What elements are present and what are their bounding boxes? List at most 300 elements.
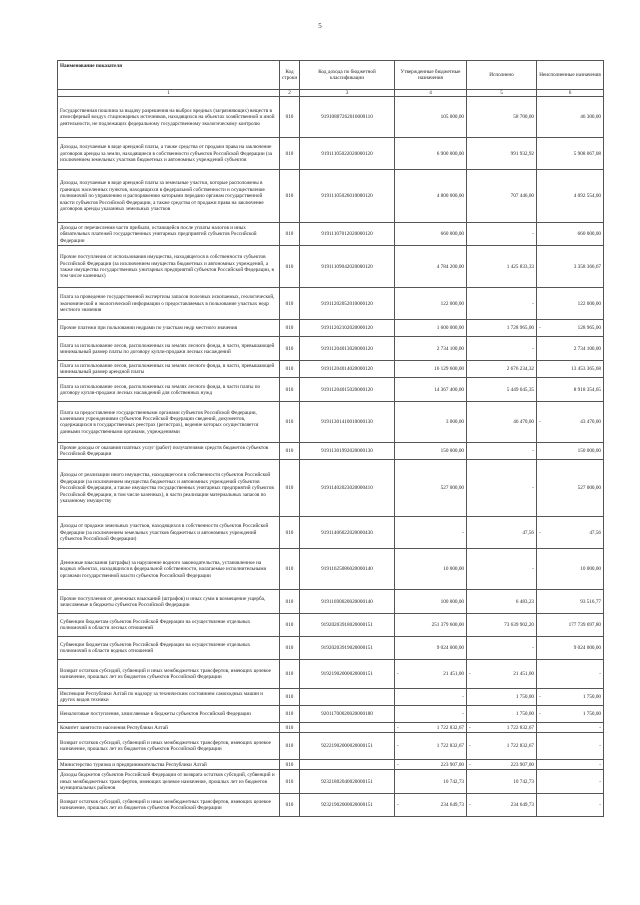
negative-sign: - — [397, 802, 399, 809]
row-name — [58, 770, 280, 794]
row-code-text: 010 — [285, 778, 294, 785]
row-classification — [300, 320, 395, 337]
row-classification — [300, 770, 395, 794]
row-code-text: 010 — [285, 802, 294, 809]
row-code — [280, 590, 300, 614]
row-classification-text: 91911109042020000120 — [321, 263, 373, 270]
row-code — [280, 770, 300, 794]
row-executed-text: 6 483,23 — [515, 598, 534, 605]
row-executed-text: 47,56 — [522, 529, 534, 536]
row-remaining — [537, 660, 604, 689]
row-name-text: Возврат остатков субсидий, субвенций и иных межбюджетных трансфертов, имеющих целевое назначение, прошлых лет из бюджетов субъектов Российской Федерации — [60, 668, 271, 681]
row-remaining — [537, 443, 604, 460]
row-name — [58, 288, 280, 320]
row-code-text: 010 — [285, 645, 294, 652]
row-classification-text: 91911202052010000120 — [321, 300, 373, 307]
row-classification-text: 91911301992020000130 — [321, 448, 373, 455]
negative-sign: - — [539, 694, 541, 701]
row-remaining — [537, 590, 604, 614]
row-approved-text: 21 451,00 — [443, 671, 464, 678]
row-name-text: Прочие поступления от денежных взысканий (штрафов) и иных сумм в возмещение ущерба, зачисляемые в бюджеты субъектов Российской Федерации — [60, 595, 266, 608]
table-body — [58, 97, 604, 817]
row-name-text: Прочие платежи при пользовании недрами по участкам недр местного значения — [60, 325, 237, 332]
row-name — [58, 706, 280, 723]
row-remaining-text: - — [599, 671, 601, 678]
row-approved — [395, 170, 467, 223]
row-executed-text: 46 470,00 — [513, 419, 534, 426]
row-classification-text: 91911406022020000430 — [321, 529, 373, 536]
row-executed — [467, 246, 537, 288]
row-name-text: Инспекция Республики Алтай по надзору за техническим состоянием самоходных машин и других видов техники — [60, 691, 264, 704]
row-name — [58, 723, 280, 733]
negative-sign: - — [469, 802, 471, 809]
row-remaining-text: 2 734 100,00 — [573, 345, 601, 352]
row-name-text: Доходы от продажи земельных участков, находящихся в собственности субъектов Российской Федерации (за исключением земельных участков бюджетных и автономных учреждений субъектов Российской Федерации) — [60, 523, 269, 543]
table-row — [58, 637, 604, 660]
row-remaining-text: - — [599, 743, 601, 750]
row-executed — [467, 733, 537, 760]
row-approved — [395, 320, 467, 337]
table-row — [58, 770, 604, 794]
row-remaining — [537, 361, 604, 378]
negative-sign: - — [469, 724, 471, 731]
row-remaining — [537, 549, 604, 590]
row-executed-text: - — [532, 645, 534, 652]
row-executed — [467, 590, 537, 614]
row-classification — [300, 706, 395, 723]
row-classification — [300, 402, 395, 443]
row-name-text: Плата за предоставление государственными органами субъектов Российской Федерации, казенными учреждениями субъектов Российской Федерации сведений, документов, содержащихся в государственных реестрах (регистрах), ведение которых осуществляется данными государственными органами, учреждениями — [60, 409, 259, 435]
row-name-text: Доходы от перечисления части прибыли, остающейся после уплаты налогов и иных обязательных платежей государственных унитарных предприятий субъектов Российской Федерации — [60, 224, 257, 244]
row-remaining-text: 5 908 067,08 — [573, 150, 601, 157]
row-approved — [395, 517, 467, 549]
row-approved — [395, 337, 467, 361]
row-name — [58, 138, 280, 170]
row-executed — [467, 770, 537, 794]
header-executed: Исполнено — [467, 61, 537, 90]
row-remaining-text: 46 300,00 — [580, 114, 601, 121]
row-name — [58, 402, 280, 443]
row-classification-text: 91911105022020000120 — [321, 150, 373, 157]
row-executed — [467, 460, 537, 517]
negative-sign: - — [469, 761, 471, 768]
row-classification — [300, 460, 395, 517]
table-row — [58, 223, 604, 246]
row-approved-text: 1 600 000,00 — [436, 325, 464, 332]
row-executed-text: - — [532, 300, 534, 307]
row-executed — [467, 637, 537, 660]
negative-sign: - — [469, 743, 471, 750]
row-approved-text: 10 000,00 — [443, 566, 464, 573]
row-remaining — [537, 794, 604, 817]
row-approved — [395, 223, 467, 246]
negative-sign: - — [397, 761, 399, 768]
row-approved — [395, 760, 467, 770]
row-code-text: 010 — [285, 231, 294, 238]
row-code-text: 010 — [285, 263, 294, 270]
row-name-text: Доходы, получаемые в виде арендной платы, а также средства от продажи права на заключение договоров аренды за земли, находящиеся в собственности субъектов Российской Федерации (за исключением земельных участков бюджетных и автономных учреждений субъектов — [60, 144, 273, 164]
row-code — [280, 320, 300, 337]
row-classification-text: 91920203919020000151 — [321, 645, 373, 652]
row-code — [280, 443, 300, 460]
row-remaining-text: 13 453 365,68 — [571, 366, 601, 373]
row-remaining-text: 150 000,00 — [577, 448, 601, 455]
row-name — [58, 689, 280, 706]
row-classification — [300, 689, 395, 706]
header-approved: Утвержденные бюджетные назначения — [395, 61, 467, 90]
row-classification — [300, 733, 395, 760]
row-remaining-text: - — [599, 778, 601, 785]
row-classification-text: 91911107012020000120 — [321, 231, 373, 238]
row-approved-text: - — [462, 529, 464, 536]
row-classification — [300, 637, 395, 660]
row-name-text: Министерство туризма и предпринимательства Республики Алтай — [60, 761, 207, 768]
row-executed-text: 58 700,00 — [513, 114, 534, 121]
row-remaining — [537, 337, 604, 361]
row-approved-text: - — [462, 694, 464, 701]
row-remaining — [537, 689, 604, 706]
table-row — [58, 460, 604, 517]
row-approved-text: 6 900 000,00 — [436, 150, 464, 157]
row-executed-text: 707 446,00 — [510, 193, 534, 200]
table-row — [58, 320, 604, 337]
row-code-text: 010 — [285, 529, 294, 536]
row-name — [58, 733, 280, 760]
row-name — [58, 443, 280, 460]
row-code-text: 010 — [285, 386, 294, 393]
row-approved — [395, 246, 467, 288]
row-name-text: Плата за использование лесов, расположенных на землях лесного фонда, в части, превышающей минимальный размер платы по договору купли-продажи лесных насаждений — [60, 342, 275, 355]
row-executed — [467, 138, 537, 170]
row-remaining-text: 1 750,00 — [582, 694, 601, 701]
row-remaining-text: 9 024 000,00 — [573, 645, 601, 652]
row-approved-text: 105 000,00 — [440, 114, 464, 121]
row-classification-text: 91911204013020000120 — [321, 345, 373, 352]
row-approved-text: 3 000,00 — [445, 419, 464, 426]
income-report-table — [57, 60, 604, 817]
row-remaining-text: 4 092 554,00 — [573, 193, 601, 200]
row-executed-text: 991 932,92 — [510, 150, 534, 157]
row-executed-text: - — [532, 231, 534, 238]
row-classification-text: 92221902000020000151 — [321, 743, 373, 750]
table-row — [58, 97, 604, 138]
row-approved — [395, 378, 467, 402]
row-code — [280, 733, 300, 760]
row-approved — [395, 288, 467, 320]
row-code — [280, 97, 300, 138]
row-approved-text: 100 000,00 — [440, 598, 464, 605]
row-approved — [395, 689, 467, 706]
row-approved — [395, 549, 467, 590]
row-code — [280, 549, 300, 590]
row-classification-text: 91911402023020000410 — [321, 485, 373, 492]
row-approved-text: 660 000,00 — [440, 231, 464, 238]
row-classification — [300, 760, 395, 770]
row-approved-text: 4 800 000,00 — [436, 193, 464, 200]
row-code — [280, 138, 300, 170]
negative-sign: - — [397, 671, 399, 678]
row-code-text: 010 — [285, 345, 294, 352]
column-index: 5 — [467, 90, 537, 97]
table-row — [58, 733, 604, 760]
row-name-text: Доходы от реализации иного имущества, находящегося в собственности субъектов Российской Федерации (за исключением имущества бюджетных и автономных учреждений субъектов Российской Федерации, а также имущества государственных унитарных предприятий субъектов Российской Федерации, в том числе казенных), в части реализации материальных запасов по указанному имуществу — [60, 472, 274, 504]
row-classification — [300, 590, 395, 614]
row-code — [280, 223, 300, 246]
row-remaining-text: - — [599, 761, 601, 768]
row-name-text: Доходы бюджетов субъектов Российской Федерации от возврата остатков субсидий, субвенций и иных межбюджетных трансфертов, имеющих целевое назначение, прошлых лет из бюджетов муниципальных районов — [60, 772, 275, 792]
row-executed-text: 1 722 832,67 — [506, 724, 534, 731]
row-name — [58, 637, 280, 660]
table-row — [58, 549, 604, 590]
row-remaining — [537, 614, 604, 637]
row-classification — [300, 549, 395, 590]
negative-sign: - — [539, 529, 541, 536]
row-approved-text: 122 000,00 — [440, 300, 464, 307]
negative-sign: - — [469, 671, 471, 678]
row-remaining-text: 10 000,00 — [580, 566, 601, 573]
row-classification — [300, 361, 395, 378]
row-remaining-text: 43 470,00 — [580, 419, 601, 426]
row-classification-text: 91911204015020000120 — [321, 386, 373, 393]
row-approved-text: 150 000,00 — [440, 448, 464, 455]
row-executed — [467, 378, 537, 402]
row-approved-text: 9 024 000,00 — [436, 645, 464, 652]
row-classification — [300, 614, 395, 637]
row-remaining — [537, 378, 604, 402]
row-classification — [300, 517, 395, 549]
row-classification — [300, 138, 395, 170]
row-executed-text: 10 742,73 — [513, 778, 534, 785]
row-classification-text: 91920203918020000151 — [321, 622, 373, 629]
row-classification — [300, 223, 395, 246]
row-remaining — [537, 97, 604, 138]
row-remaining-text: 527 000,00 — [577, 485, 601, 492]
row-code — [280, 378, 300, 402]
row-name-text: Плата за проведение государственной экспертизы запасов полезных ископаемых, геологической, экономической и экологической информации о предоставляемых в пользование участках недр местного значения — [60, 294, 275, 314]
row-classification — [300, 378, 395, 402]
row-name — [58, 660, 280, 689]
row-name-text: Комитет занятости населения Республики Алтай — [60, 724, 168, 731]
row-code — [280, 637, 300, 660]
row-name-text: Плата за использование лесов, расположенных на землях лесного фонда, в части, превышающей минимальный размер арендной платы — [60, 363, 275, 376]
row-code-text: 010 — [285, 300, 294, 307]
row-executed-text: 1 722 832,67 — [506, 743, 534, 750]
row-approved — [395, 794, 467, 817]
row-remaining-text: 93 516,77 — [580, 598, 601, 605]
row-classification-text: 91911625086020000140 — [321, 566, 373, 573]
row-code — [280, 723, 300, 733]
row-remaining-text: 122 000,00 — [577, 300, 601, 307]
row-name — [58, 760, 280, 770]
row-remaining — [537, 460, 604, 517]
row-code-text: 010 — [285, 366, 294, 373]
row-code-text: 010 — [285, 325, 294, 332]
table-row — [58, 706, 604, 723]
negative-sign: - — [397, 743, 399, 750]
row-name-text: Возврат остатков субсидий, субвенций и иных межбюджетных трансфертов, имеющих целевое назначение, прошлых лет из бюджетов субъектов Российской Федерации — [60, 740, 271, 753]
table-row — [58, 170, 604, 223]
row-name-text: Прочие доходы от оказания платных услуг (работ) получателями средств бюджетов субъектов Российской Федерации — [60, 445, 269, 458]
row-code-text: 010 — [285, 566, 294, 573]
row-name — [58, 223, 280, 246]
row-remaining-text: 3 358 366,67 — [573, 263, 601, 270]
row-remaining-text: - — [599, 802, 601, 809]
column-index: 4 — [395, 90, 467, 97]
row-name — [58, 97, 280, 138]
row-code-text: 010 — [285, 671, 294, 678]
row-code — [280, 361, 300, 378]
row-executed — [467, 97, 537, 138]
row-approved — [395, 706, 467, 723]
row-executed — [467, 706, 537, 723]
row-executed-text: - — [532, 345, 534, 352]
negative-sign: - — [539, 325, 541, 332]
row-approved-text: 234 649,73 — [440, 802, 464, 809]
row-code-text: 010 — [285, 622, 294, 629]
row-executed — [467, 337, 537, 361]
row-remaining — [537, 402, 604, 443]
row-executed-text: 2 676 234,32 — [506, 366, 534, 373]
row-classification-text: 92321802040020000151 — [321, 778, 373, 785]
row-name — [58, 590, 280, 614]
row-approved — [395, 361, 467, 378]
row-approved — [395, 733, 467, 760]
row-remaining — [537, 170, 604, 223]
row-approved — [395, 660, 467, 689]
row-approved — [395, 402, 467, 443]
row-executed-text: 73 639 902,20 — [504, 622, 534, 629]
row-code — [280, 170, 300, 223]
row-classification — [300, 288, 395, 320]
row-classification-text: 91910807262010000110 — [321, 114, 373, 121]
row-code — [280, 460, 300, 517]
row-remaining — [537, 517, 604, 549]
row-name-text: Прочие поступления от использования имущества, находящегося в собственности субъектов Российской Федерации (за исключением имущества бюджетных и автономных учреждений, а также имущества государственных унитарных предприятий субъектов Российской Федерации, в том числе казенных) — [60, 254, 274, 280]
row-name-text: Доходы, получаемые в виде арендной платы за земельные участки, которые расположены в границах населенных пунктов, находящихся в федеральной собственности и осуществление полномочий по управлению и распоряжению которыми передано органам государственной власти субъектов Российской Федерации, а также средства от продажи права на заключение договоров аренды указанных земельных участков — [60, 180, 265, 212]
row-executed-text: - — [532, 485, 534, 492]
row-code-text: 010 — [285, 150, 294, 157]
row-name — [58, 378, 280, 402]
row-approved-text: 16 129 600,00 — [434, 366, 464, 373]
table-header-row — [58, 61, 604, 90]
row-classification — [300, 660, 395, 689]
row-name-text: Неналоговые поступления, зачисляемые в бюджеты субъектов Российской Федерации — [60, 711, 251, 718]
row-remaining-text: 128 965,00 — [577, 325, 601, 332]
row-code-text: 010 — [285, 724, 294, 731]
row-remaining — [537, 320, 604, 337]
row-classification-text: 92321902000020000151 — [321, 802, 373, 809]
row-name — [58, 246, 280, 288]
row-name-text: Плата за использование лесов, расположенных на землях лесного фонда, в части платы по договору купли-продажи лесных насаждений для собственных нужд — [60, 383, 261, 396]
negative-sign: - — [397, 724, 399, 731]
row-code-text: 010 — [285, 694, 294, 701]
row-approved — [395, 770, 467, 794]
row-approved-text: 2 734 100,00 — [436, 345, 464, 352]
row-approved-text: 4 784 200,00 — [436, 263, 464, 270]
row-code-text: 010 — [285, 598, 294, 605]
row-name-text: Субвенции бюджетам субъектов Российской Федерации на осуществление отдельных полномочий в области лесных отношений — [60, 619, 251, 632]
row-executed — [467, 402, 537, 443]
row-remaining-text: 660 000,00 — [577, 231, 601, 238]
row-classification-text: 92011700020020000180 — [321, 711, 373, 718]
row-executed — [467, 660, 537, 689]
row-classification — [300, 723, 395, 733]
row-code-text: 010 — [285, 448, 294, 455]
row-code — [280, 246, 300, 288]
column-index: 3 — [300, 90, 395, 97]
row-executed — [467, 170, 537, 223]
row-approved — [395, 590, 467, 614]
row-code — [280, 794, 300, 817]
row-executed — [467, 689, 537, 706]
row-executed — [467, 223, 537, 246]
row-approved-text: 10 742,73 — [443, 778, 464, 785]
table-row — [58, 689, 604, 706]
row-executed-text: - — [532, 448, 534, 455]
row-name — [58, 337, 280, 361]
row-classification — [300, 337, 395, 361]
row-code-text: 010 — [285, 193, 294, 200]
row-approved-text: 1 722 832,67 — [436, 724, 464, 731]
row-classification — [300, 97, 395, 138]
row-approved — [395, 614, 467, 637]
row-executed — [467, 517, 537, 549]
row-remaining-text: 1 750,00 — [582, 711, 601, 718]
table-row — [58, 660, 604, 689]
table-row — [58, 138, 604, 170]
negative-sign: - — [539, 711, 541, 718]
row-name — [58, 614, 280, 637]
row-executed — [467, 549, 537, 590]
column-index: 2 — [280, 90, 300, 97]
row-name — [58, 549, 280, 590]
row-classification-text: 91911105026010000120 — [321, 193, 373, 200]
table-row — [58, 378, 604, 402]
row-approved-text: 251 379 600,00 — [431, 622, 464, 629]
table-row — [58, 723, 604, 733]
row-remaining-text: 8 918 354,65 — [573, 386, 601, 393]
row-name-text: Денежные взыскания (штрафы) за нарушение водного законодательства, установленное на водных объектах, находящихся в федеральной собственности, налагаемые исполнительными органами государственной власти субъектов Российской Федерации — [60, 559, 267, 579]
row-name-text: Субвенции бюджетам субъектов Российской Федерации на осуществление отдельных полномочий в области водных отношений — [60, 642, 251, 655]
row-classification-text: 91911690020020000140 — [321, 598, 373, 605]
row-code — [280, 706, 300, 723]
row-remaining — [537, 138, 604, 170]
row-code-text: 010 — [285, 114, 294, 121]
row-executed — [467, 443, 537, 460]
row-executed-text: 234 649,73 — [510, 802, 534, 809]
row-name — [58, 517, 280, 549]
table-row — [58, 590, 604, 614]
table-row — [58, 614, 604, 637]
row-executed — [467, 794, 537, 817]
row-code — [280, 402, 300, 443]
row-executed — [467, 723, 537, 733]
row-name — [58, 320, 280, 337]
table-row — [58, 337, 604, 361]
row-name — [58, 794, 280, 817]
row-remaining-text: 47,56 — [589, 529, 601, 536]
row-executed-text: 223 907,00 — [510, 761, 534, 768]
row-executed-text: 1 750,00 — [515, 694, 534, 701]
row-remaining — [537, 246, 604, 288]
row-approved — [395, 723, 467, 733]
row-remaining-text: 177 739 697,80 — [568, 622, 601, 629]
row-executed — [467, 361, 537, 378]
row-classification — [300, 170, 395, 223]
row-classification-text: 91911202102020000120 — [321, 325, 373, 332]
row-code-text: 010 — [285, 761, 294, 768]
page-number: 5 — [318, 22, 322, 30]
